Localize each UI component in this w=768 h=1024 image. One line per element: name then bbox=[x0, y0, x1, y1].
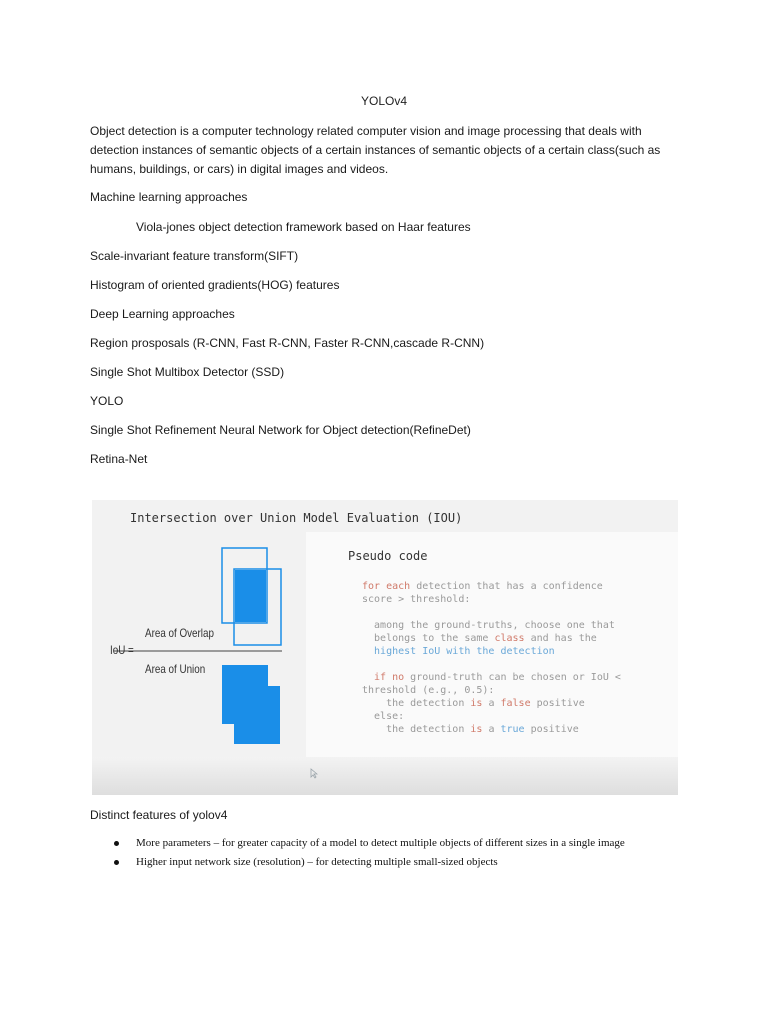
ssd-line: Single Shot Multibox Detector (SSD) bbox=[90, 365, 285, 379]
bullet-icon bbox=[114, 841, 119, 846]
features-list bbox=[112, 836, 672, 874]
pseudo-code-heading: Pseudo code bbox=[348, 549, 428, 563]
iou-equals-label: IoU = bbox=[110, 643, 134, 657]
intro-paragraph: Object detection is a computer technology related computer vision and image processing that deals with detection instances of semantic objects of a certain instances of semantic objects of a certain class(such as humans, buildings, or cars) in digital images and videos. bbox=[90, 124, 661, 176]
features-heading: Distinct features of yolov4 bbox=[90, 808, 228, 822]
list-item: More parameters – for greater capacity of a model to detect multiple objects of different sizes in a single image bbox=[112, 836, 672, 850]
dl-approaches-heading: Deep Learning approaches bbox=[90, 307, 235, 321]
code-line-6: if no ground-truth can be chosen or IoU < bbox=[362, 672, 621, 683]
yolo-line: YOLO bbox=[90, 394, 124, 408]
refinedet-line: Single Shot Refinement Neural Network for Object detection(RefineDet) bbox=[90, 423, 471, 437]
iou-figure bbox=[92, 500, 678, 795]
denominator-label: Area of Union bbox=[145, 662, 206, 676]
figure-title: Intersection over Union Model Evaluation (IOU) bbox=[130, 511, 463, 525]
code-line-8: the detection is a false positive bbox=[362, 698, 585, 709]
numerator-label: Area of Overlap bbox=[145, 626, 214, 640]
code-line-10: the detection is a true positive bbox=[362, 724, 579, 735]
code-line-1: for each detection that has a confidence bbox=[362, 581, 603, 592]
list-item: Higher input network size (resolution) – for detecting multiple small-sized objects bbox=[112, 855, 672, 869]
region-proposals-line: Region prosposals (R-CNN, Fast R-CNN, Faster R-CNN,cascade R-CNN) bbox=[90, 336, 485, 350]
code-line-4: belongs to the same class and has the bbox=[362, 633, 597, 644]
code-line-9: else: bbox=[362, 711, 405, 722]
viola-jones-line: Viola-jones object detection framework based on Haar features bbox=[136, 220, 471, 234]
union-area bbox=[222, 665, 280, 744]
code-line-5: highest IoU with the detection bbox=[362, 646, 555, 657]
sift-line: Scale-invariant feature transform(SIFT) bbox=[90, 249, 299, 263]
code-line-7: threshold (e.g., 0.5): bbox=[362, 685, 495, 696]
mouse-cursor-icon bbox=[310, 768, 318, 778]
hog-line: Histogram of oriented gradients(HOG) features bbox=[90, 278, 340, 292]
document-title: YOLOv4 bbox=[360, 94, 408, 108]
code-line-2: score > threshold: bbox=[362, 594, 471, 605]
bullet-icon bbox=[114, 860, 119, 865]
ml-approaches-heading: Machine learning approaches bbox=[90, 190, 248, 204]
retinanet-line: Retina-Net bbox=[90, 452, 148, 466]
overlap-area bbox=[235, 570, 266, 622]
code-line-3: among the ground-truths, choose one that bbox=[362, 620, 615, 631]
